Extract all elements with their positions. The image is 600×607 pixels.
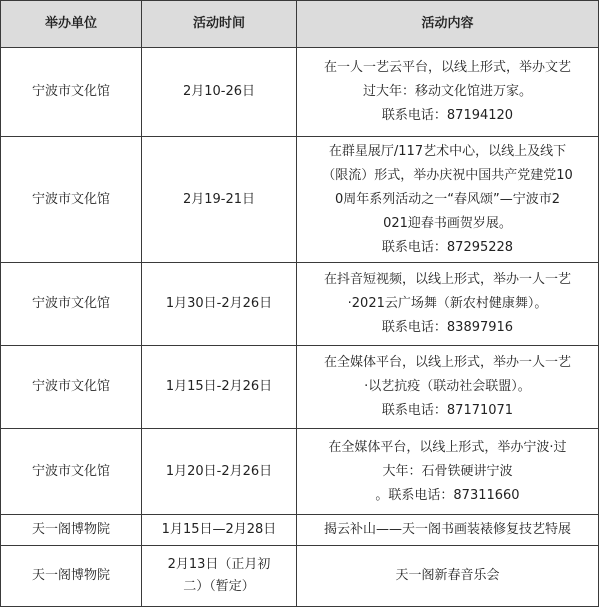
content-cell: [297, 546, 599, 607]
table-row: [1, 137, 599, 263]
table-row: [1, 546, 599, 607]
table-row: [1, 48, 599, 137]
content-cell: [297, 429, 599, 515]
table-row: [1, 346, 599, 429]
content-cell: [297, 515, 599, 546]
content-line: 天一阁新春音乐会: [395, 568, 500, 583]
organizer-cell: 宁波市文化馆: [1, 137, 142, 263]
content-line: 揭云补山——天一阁书画装裱修复技艺特展: [323, 522, 571, 537]
content-line: 在一人一艺云平台，以线上形式，举办文艺: [323, 60, 571, 75]
content-line: 在抖音短视频，以线上形式，举办一人一艺: [323, 272, 571, 287]
content-line: ·以艺抗疫（联动社会联盟）。: [364, 379, 531, 394]
organizer-cell: 天一阁博物院: [1, 515, 142, 546]
content-cell: [297, 263, 599, 346]
time-cell: [142, 546, 297, 607]
content-cell: [297, 137, 599, 263]
content-line: 过大年：移动文化馆进万家。: [362, 84, 532, 99]
content-line: ·2021云广场舞（新农村健康舞）。: [347, 296, 548, 311]
content-line: 在全媒体平台，以线上形式，举办一人一艺: [323, 355, 571, 370]
time-cell: [142, 515, 297, 546]
content-line: 联系电话：83897916: [381, 320, 514, 335]
header-content: 活动内容: [297, 1, 599, 48]
time-line: 1月30日-2月26日: [165, 296, 273, 311]
content-line: 大年：石骨铁硬讲宁波: [382, 463, 513, 479]
organizer-cell: 宁波市文化馆: [1, 48, 142, 137]
time-cell: [142, 429, 297, 515]
table-row: [1, 263, 599, 346]
header-organizer: 举办单位: [1, 1, 142, 48]
content-line: 。联系电话：87311660: [375, 487, 520, 503]
table-row: [1, 515, 599, 546]
header-time: 活动时间: [142, 1, 297, 48]
time-line: 二）（暂定）: [183, 579, 255, 594]
time-line: 1月15日—2月28日: [161, 522, 277, 537]
time-cell: [142, 346, 297, 429]
content-line: 联系电话：87194120: [381, 108, 514, 123]
content-line: 021迎春书画贺岁展。: [383, 215, 512, 231]
time-cell: [142, 137, 297, 263]
content-line: 0周年系列活动之一“春风颂”—宁波市2: [334, 191, 560, 207]
content-line: 在群星展厅/117艺术中心，以线上及线下: [328, 143, 567, 159]
time-cell: [142, 48, 297, 137]
time-line: 1月20日-2月26日: [165, 463, 273, 479]
content-cell: [297, 48, 599, 137]
content-line: 在全媒体平台，以线上形式，举办宁波·过: [328, 439, 567, 455]
organizer-cell: 宁波市文化馆: [1, 429, 142, 515]
content-line: 联系电话：87171071: [381, 403, 514, 418]
time-line: 2月13日（正月初: [167, 557, 271, 572]
content-line: 联系电话：87295228: [381, 239, 514, 255]
time-line: 2月19-21日: [182, 191, 256, 207]
table-row: [1, 429, 599, 515]
content-line: （限流）形式，举办庆祝中国共产党建党10: [322, 167, 573, 183]
time-line: 2月10-26日: [182, 84, 256, 99]
content-cell: [297, 346, 599, 429]
time-cell: [142, 263, 297, 346]
organizer-cell: 宁波市文化馆: [1, 346, 142, 429]
time-line: 1月15日-2月26日: [165, 379, 273, 394]
header-row: [1, 1, 599, 48]
organizer-cell: 宁波市文化馆: [1, 263, 142, 346]
organizer-cell: 天一阁博物院: [1, 546, 142, 607]
